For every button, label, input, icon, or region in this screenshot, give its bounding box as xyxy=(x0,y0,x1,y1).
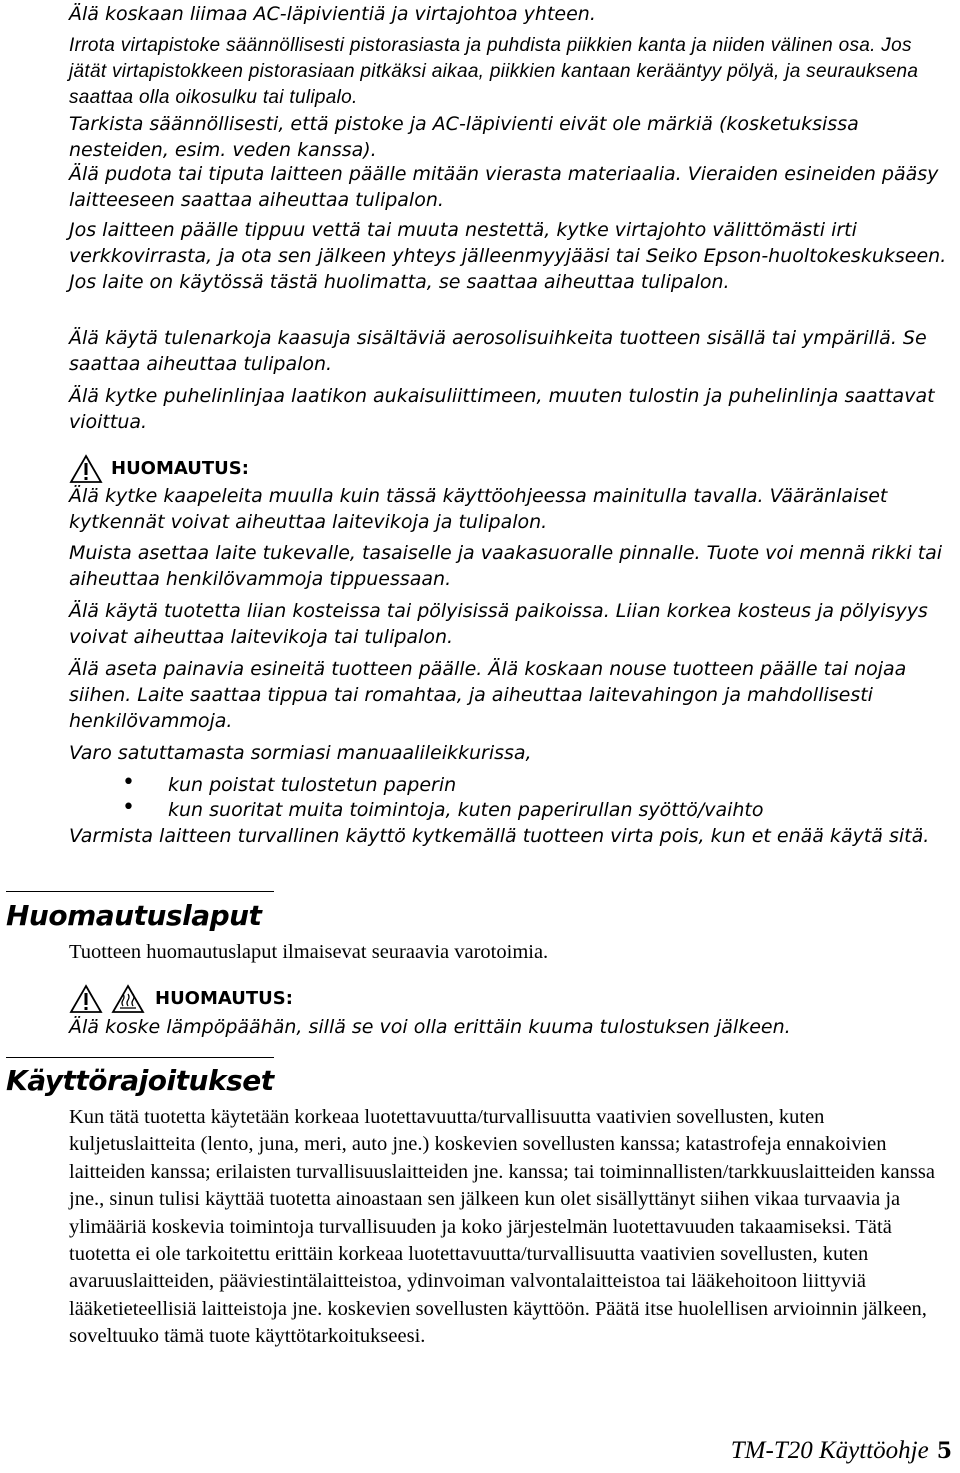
caution-text: Muista asettaa laite tukevalle, tasaiselle ja vaakasuoralle pinnalle. Tuote voi mennä rikki tai aiheuttaa henkilövammoja tippuessaan. xyxy=(69,542,943,590)
page-footer xyxy=(731,1436,952,1466)
list-item: kun suoritat muita toimintoja, kuten paperirullan syöttö/vaihto xyxy=(168,799,764,821)
section-intro: Tuotteen huomautuslaput ilmaisevat seuraavia varotoimia. xyxy=(69,941,549,963)
page-number: 5 xyxy=(936,1438,952,1464)
section-body: Kun tätä tuotetta käytetään korkeaa luotettavuutta/turvallisuutta vaativien sovellusten, kuten kuljetuslaitteita (lento, juna, meri, auto jne.) koskevien sovellusten kanssa; katastrofeja ennakoivien laitteiden kanssa; erilaisten turvallisuuslaitteiden jne. kanssa; tai toiminnallisten/tarkkuuslaitteiden kanssa jne., sinun tulisi käyttää tuotetta ainoastaan sen jälkeen kun olet sisällyttänyt siihen vikaa turvaavia ja ylimääriä koskevia toimintoja turvallisuuden ja koko järjestelmän luotettavuuden takaamiseksi. Tätä tuotetta ei ole tarkoitettu erittäin korkeaa luotettavuutta/turvallisuutta vaativien sovellusten, kuten avaruuslaitteiden, pääviestintälaitteistoa, ydinvoiman valvontalaitteistoa tai lääkehoitoon liittyviä lääketieteellisiä laitteistoja jne. koskevien sovellusten käyttöön. Päätä itse huolellisen arvioinnin jälkeen, soveltuuko tämä tuote käyttötarkoitukseesi. xyxy=(69,1106,935,1348)
section-rule xyxy=(6,1057,274,1058)
manual-title: TM-T20 Käyttöohje xyxy=(730,1437,929,1464)
caution-text: Älä kytke kaapeleita muulla kuin tässä käyttöohjeessa mainitulla tavalla. Vääränlaiset kytkennät voivat aiheuttaa laitevikoja ja tulipalon. xyxy=(69,485,888,533)
caution-header xyxy=(69,984,293,1014)
caution-text: Älä koske lämpöpäähän, sillä se voi olla erittäin kuuma tulostuksen jälkeen. xyxy=(69,1016,791,1038)
hot-surface-icon xyxy=(111,984,145,1014)
list-item: kun poistat tulostetun paperin xyxy=(168,774,457,796)
caution-header xyxy=(69,454,249,484)
bullet-dot: • xyxy=(122,770,135,795)
section-heading: Huomautuslaput xyxy=(6,899,262,932)
warning-triangle-icon xyxy=(69,454,103,484)
caution-text: Älä käytä tuotetta liian kosteissa tai pölyisissä paikoissa. Liian korkea kosteus ja pölyisyys voivat aiheuttaa laitevikoja tai tulipalon. xyxy=(69,600,928,648)
section-rule xyxy=(6,891,274,892)
warning-text: Irrota virtapistoke säännöllisesti pistorasiasta ja puhdista piikkien kanta ja niiden välinen osa. Jos jätät virtapistokkeen pistorasiaan pitkäksi aikaa, piikkien kantaan kerääntyy pölyä, ja seurauksena saattaa olla oikosulku tai tulipalo. xyxy=(69,35,919,108)
warning-text: Tarkista säännöllisesti, että pistoke ja AC-läpivienti eivät ole märkiä (kosketuksissa nesteiden, esim. veden kanssa). xyxy=(69,113,859,161)
bullet-dot: • xyxy=(122,795,135,820)
caution-text: Älä aseta painavia esineitä tuotteen päälle. Älä koskaan nouse tuotteen päälle tai nojaa siihen. Laite saattaa tippua tai romahtaa, ja aiheuttaa laitevahingon ja mahdollisesti henkilövammoja. xyxy=(69,658,907,732)
warning-text: Älä käytä tulenarkoja kaasuja sisältäviä aerosolisuihkeita tuotteen sisällä tai ympärillä. Se saattaa aiheuttaa tulipalon. xyxy=(69,327,927,375)
caution-text: Varmista laitteen turvallinen käyttö kytkemällä tuotteen virta pois, kun et enää käytä sitä. xyxy=(69,825,930,847)
caution-label: HUOMAUTUS: xyxy=(155,988,293,1009)
warning-triangle-icon xyxy=(69,984,103,1014)
warning-text: Älä koskaan liimaa AC-läpivientiä ja virtajohtoa yhteen. xyxy=(69,3,596,25)
section-heading: Käyttörajoitukset xyxy=(6,1064,274,1097)
warning-text: Älä kytke puhelinlinjaa laatikon aukaisuliittimeen, muuten tulostin ja puhelinlinja saattavat vioittua. xyxy=(69,385,935,433)
caution-label: HUOMAUTUS: xyxy=(111,458,249,479)
caution-text: Varo satuttamasta sormiasi manuaalileikkurissa, xyxy=(69,742,532,764)
warning-text: Älä pudota tai tiputa laitteen päälle mitään vierasta materiaalia. Vieraiden esineiden pääsy laitteeseen saattaa aiheuttaa tulipalon. xyxy=(69,163,939,211)
warning-text: Jos laitteen päälle tippuu vettä tai muuta nestettä, kytke virtajohto välittömästi irti verkkovirrasta, ja ota sen jälkeen yhteys jälleenmyyjääsi tai Seiko Epson-huoltokeskukseen. Jos laite on käytössä tästä huolimatta, se saattaa aiheuttaa tulipalon. xyxy=(69,219,947,293)
